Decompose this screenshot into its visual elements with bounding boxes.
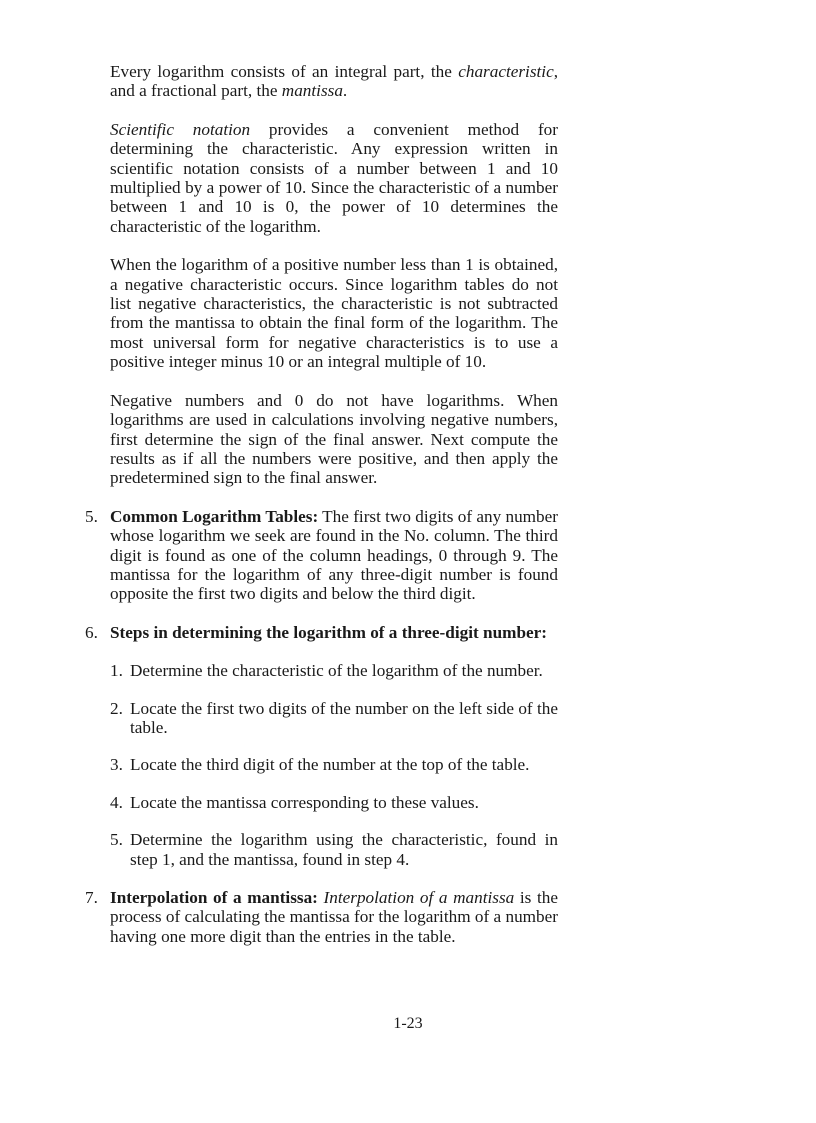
text-run: provides a convenient method for determining the characteristic. Any expression written in scientific notation consists of a number between 1 and 10 multiplied by a power of 10. Since the characteristic of a number between 1 and 10 is 0, the power of 10 determines the characteristic of the logarithm. xyxy=(110,119,558,236)
step-text: Locate the mantissa corresponding to these values. xyxy=(130,792,479,812)
text-run: , and a fractional part, the xyxy=(110,62,558,101)
step-number: 5. xyxy=(110,830,123,850)
item-interpolation-of-mantissa xyxy=(85,888,559,946)
item-heading: Common Logarithm Tables: xyxy=(110,506,319,526)
item-steps-determining-logarithm xyxy=(85,622,558,869)
page-number: 1-23 xyxy=(393,1015,423,1032)
term-mantissa: mantissa xyxy=(281,81,343,101)
step-number: 4. xyxy=(110,792,123,812)
item-heading: Interpolation of a mantissa: xyxy=(110,888,318,907)
item-number: 7. xyxy=(85,888,98,907)
item-number: 6. xyxy=(85,622,98,642)
text-run: The first two digits of any number whose logarithm we seek are found in the No. column. The third digit is found as one of the column headings, 0 through 9. The mantissa for the logarithm of any three-digit number is found opposite the first two digits and below the third digit. xyxy=(110,506,558,604)
item-text xyxy=(110,888,558,946)
step-item xyxy=(110,661,558,680)
term-interpolation: Interpolation of a mantissa xyxy=(323,888,515,907)
steps-list xyxy=(110,661,558,869)
step-text: Determine the logarithm using the characteristic, found in step 1, and the mantissa, found in step 4. xyxy=(130,830,558,869)
step-item xyxy=(110,793,558,812)
item-common-logarithm-tables xyxy=(85,506,558,604)
step-text: Locate the third digit of the number at the top of the table. xyxy=(130,755,530,775)
item-text xyxy=(110,507,558,604)
item-text xyxy=(110,623,558,642)
paragraph-characteristic-mantissa xyxy=(110,62,558,101)
page-body xyxy=(85,62,559,965)
paragraph-negative-characteristic: When the logarithm of a positive number less than 1 is obtained, a negative characteristic occurs. Since logarithm tables do not list negative characteristics, the characteristic is not subtracted from the mantissa to obtain the final form of the logarithm. The most universal form for negative characteristics is to use a positive integer minus 10 or an integral multiple of 10. xyxy=(110,255,558,372)
text-run: . xyxy=(342,81,348,101)
paragraph-scientific-notation xyxy=(110,120,558,236)
step-text: Determine the characteristic of the logarithm of the number. xyxy=(130,661,543,681)
step-number: 2. xyxy=(110,698,123,718)
text-run: is the process of calculating the mantissa for the logarithm of a number having one more digit than the entries in the table. xyxy=(110,888,559,946)
item-heading: Steps in determining the logarithm of a three-digit number: xyxy=(110,622,547,642)
item-number: 5. xyxy=(85,506,98,526)
term-scientific-notation: Scientific notation xyxy=(110,119,251,139)
step-number: 1. xyxy=(110,661,123,681)
step-item xyxy=(110,699,558,738)
text-run: Every logarithm consists of an integral part, the xyxy=(110,62,459,81)
step-item xyxy=(110,755,558,774)
step-number: 3. xyxy=(110,755,123,775)
paragraph-negative-numbers: Negative numbers and 0 do not have logarithms. When logarithms are used in calculations involving negative numbers, first determine the sign of the final answer. Next compute the results as if all the numbers were positive, and then apply the predetermined sign to the final answer. xyxy=(110,390,558,488)
step-text: Locate the first two digits of the number on the left side of the table. xyxy=(130,698,558,737)
term-characteristic: characteristic xyxy=(458,62,554,81)
step-item xyxy=(110,830,558,869)
